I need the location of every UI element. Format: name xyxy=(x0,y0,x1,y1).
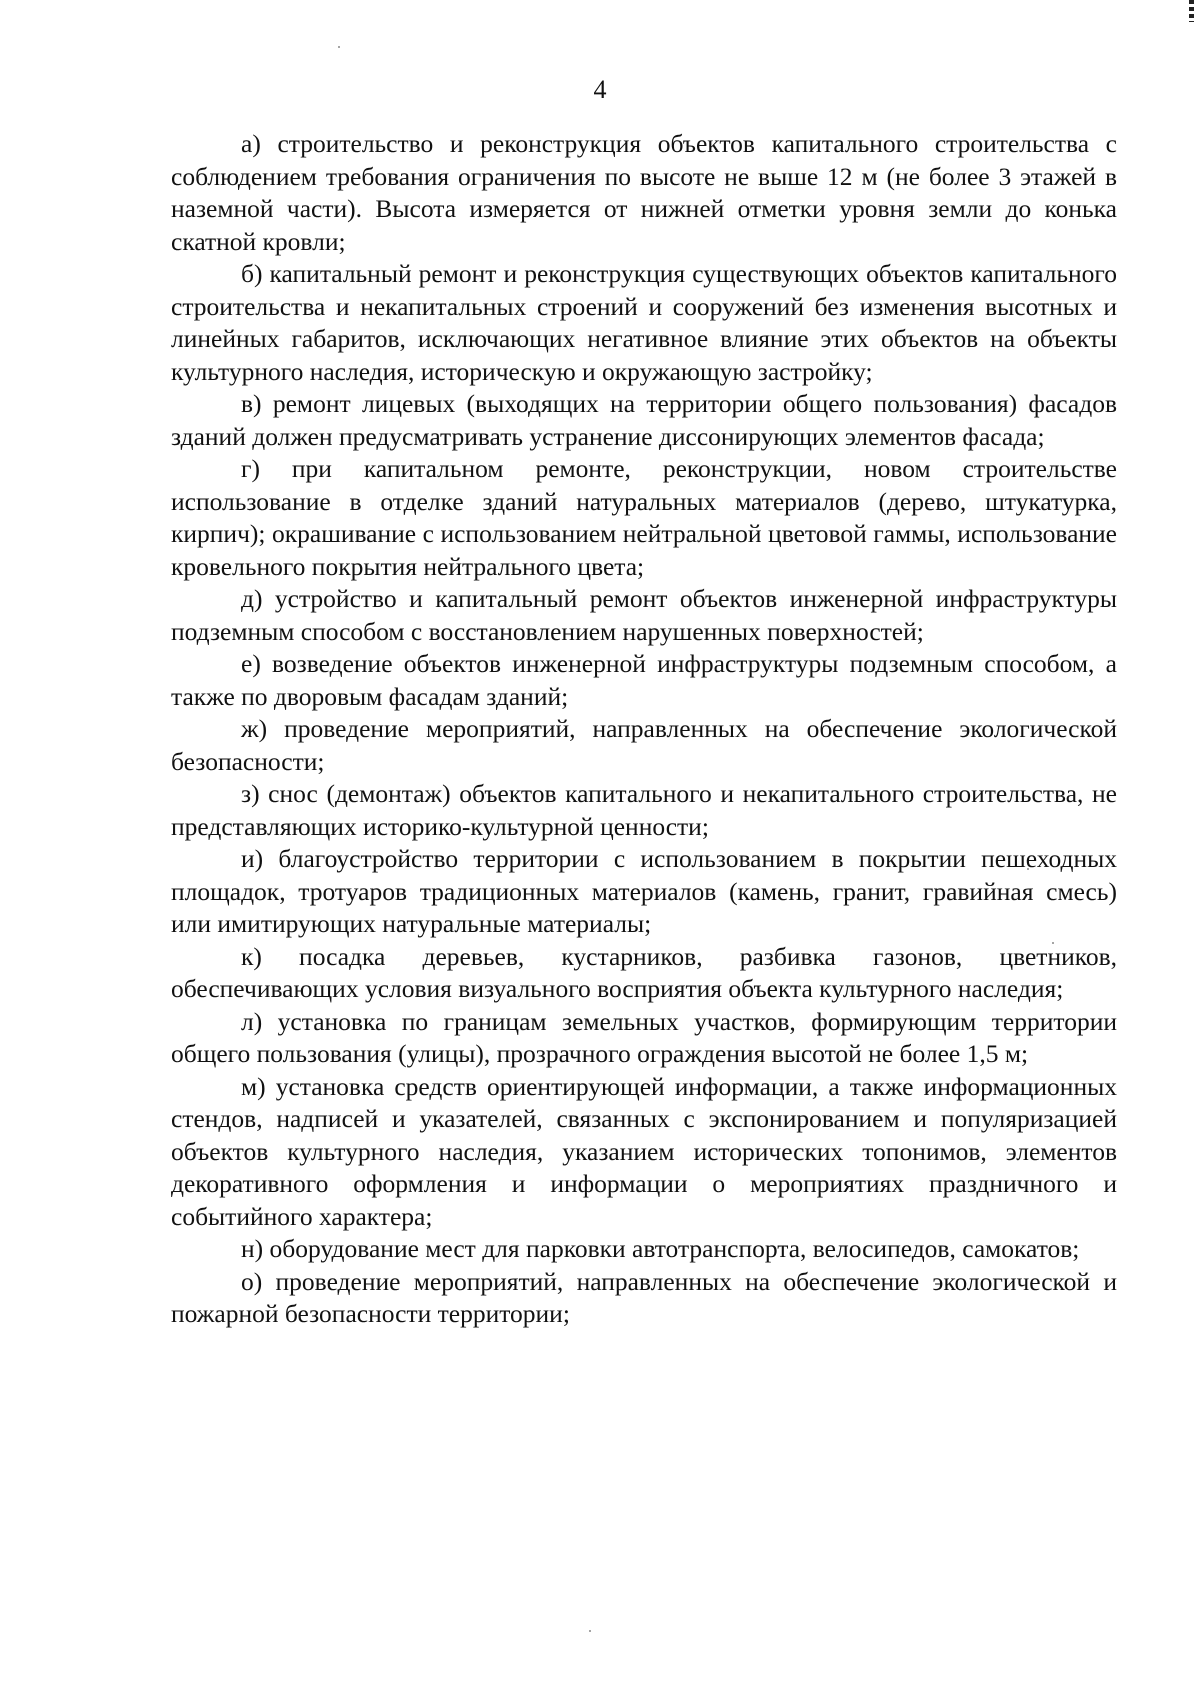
document-body xyxy=(171,128,1117,1331)
list-item-a: а) строительство и реконструкция объектов капитального строительства с соблюдением требования ограничения по высоте не выше 12 м (не более 3 этажей в наземной части). Высота измеряется от нижней отметки уровня земли до конька скатной кровли; xyxy=(171,129,1117,256)
list-item-b: б) капитальный ремонт и реконструкция существующих объектов капитального строительства и некапитальных строений и сооружений без изменения высотных и линейных габаритов, исключающих негативное влияние этих объектов на объекты культурного наследия, историческую и окружающую застройку; xyxy=(171,259,1117,386)
scan-speck xyxy=(338,46,340,48)
list-item-v: в) ремонт лицевых (выходящих на территории общего пользования) фасадов зданий должен предусматривать устранение диссонирующих элементов фасада; xyxy=(171,389,1117,451)
list-item-k: к) посадка деревьев, кустарников, разбивка газонов, цветников, обеспечивающих условия визуального восприятия объекта культурного наследия; xyxy=(171,941,1117,1003)
scan-speck xyxy=(589,1630,591,1632)
page-number: 4 xyxy=(593,75,607,104)
scan-edge-mark xyxy=(1189,0,1194,22)
list-item-m: м) установка средств ориентирующей информации, а также информационных стендов, надписей и указателей, связанных с экспонированием и популяризацией объектов культурного наследия, указанием исторических топонимов, элементов декоративного оформления и информации о мероприятиях праздничного и событийного характера; xyxy=(171,1071,1117,1231)
list-item-g: г) при капитальном ремонте, реконструкции, новом строительстве использование в отделке зданий натуральных материалов (дерево, штукатурка, кирпич); окрашивание с использованием нейтральной цветовой гаммы, использование кровельного покрытия нейтрального цвета; xyxy=(171,454,1117,581)
list-item-i: и) благоустройство территории с использованием в покрытии пешеходных площадок, тротуаров традиционных материалов (камень, гранит, гравийная смесь) или имитирующих натуральные материалы; xyxy=(171,844,1117,938)
list-item-n: н) оборудование мест для парковки автотранспорта, велосипедов, самокатов; xyxy=(241,1234,1080,1263)
list-item-d: д) устройство и капитальный ремонт объектов инженерной инфраструктуры подземным способом с восстановлением нарушенных поверхностей; xyxy=(171,584,1117,646)
list-item-z: з) снос (демонтаж) объектов капитального и некапитального строительства, не представляющих историко-культурной ценности; xyxy=(171,779,1117,841)
list-item-e: е) возведение объектов инженерной инфраструктуры подземным способом, а также по дворовым фасадам зданий; xyxy=(171,649,1117,711)
list-item-o: о) проведение мероприятий, направленных на обеспечение экологической и пожарной безопасности территории; xyxy=(171,1266,1117,1328)
list-item-l: л) установка по границам земельных участков, формирующим территории общего пользования (улицы), прозрачного ограждения высотой не более 1,5 м; xyxy=(171,1006,1117,1068)
list-item-zh: ж) проведение мероприятий, направленных на обеспечение экологической безопасности; xyxy=(171,714,1117,776)
